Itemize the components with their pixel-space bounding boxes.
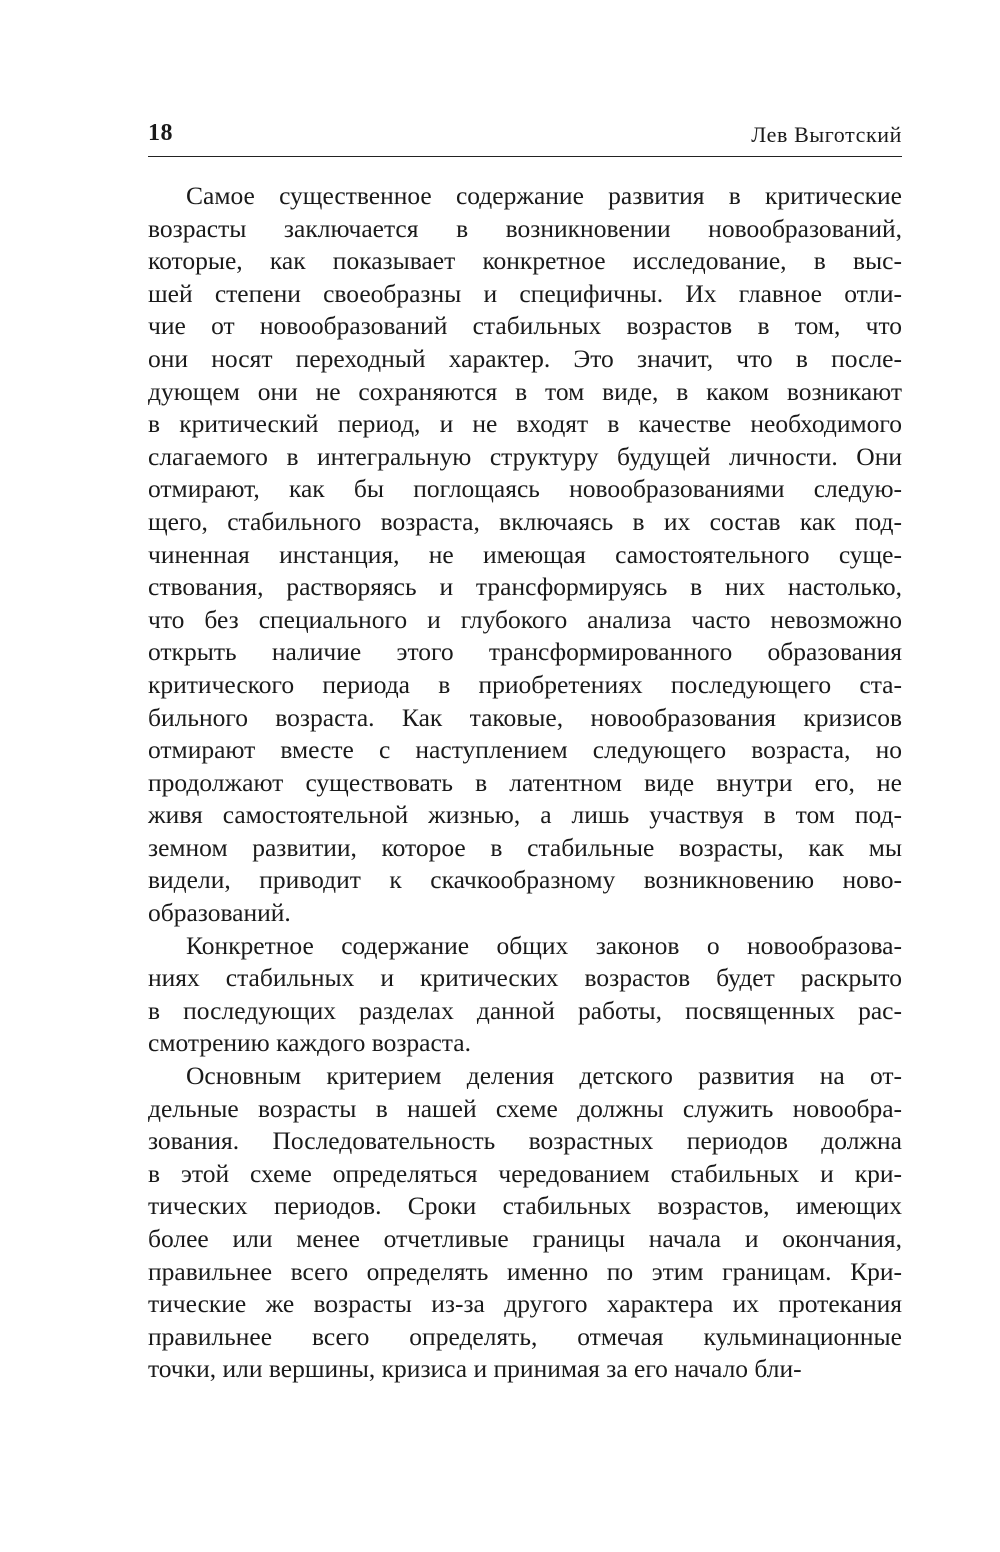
- text-line: точки, или вершины, кризиса и принимая за его начало бли-: [148, 1354, 802, 1384]
- page-number: 18: [148, 120, 173, 146]
- text-line: видели, приводит к скачкообразному возникновению ново-: [148, 865, 902, 895]
- text-line: правильнее всего определять именно по этим границам. Кри-: [148, 1256, 902, 1286]
- text-line: живя самостоятельной жизнью, а лишь участвуя в том под-: [148, 800, 902, 830]
- page-header: [148, 120, 902, 152]
- text-line: дующем они не сохраняются в том виде, в каком возникают: [148, 376, 902, 406]
- text-line: продолжают существовать в латентном виде внутри его, не: [148, 767, 902, 797]
- text-line: чие от новообразований стабильных возрастов в том, что: [148, 311, 902, 341]
- text-line: открыть наличие этого трансформированного образования: [148, 637, 902, 667]
- text-line: дельные возрасты в нашей схеме должны служить новообра-: [148, 1093, 902, 1123]
- text-line: возрасты заключается в возникновении новообразований,: [148, 213, 902, 243]
- text-line: в этой схеме определяться чередованием стабильных и кри-: [148, 1158, 902, 1188]
- text-line: которые, как показывает конкретное исследование, в выс-: [148, 246, 902, 276]
- text-line: в последующих разделах данной работы, посвященных рас-: [148, 995, 902, 1025]
- text-line: критического периода в приобретениях последующего ста-: [148, 669, 902, 699]
- text-line: ниях стабильных и критических возрастов будет раскрыто: [148, 963, 902, 993]
- text-line: что без специального и глубокого анализа часто невозможно: [148, 604, 902, 634]
- text-line: Конкретное содержание общих законов о новообразова-: [186, 930, 902, 960]
- text-line: зования. Последовательность возрастных периодов должна: [148, 1126, 902, 1156]
- text-line: они носят переходный характер. Это значит, что в после-: [148, 343, 902, 373]
- text-line: ствования, растворяясь и трансформируясь в них настолько,: [148, 572, 902, 602]
- paragraph: [148, 930, 902, 1060]
- text-line: щего, стабильного возраста, включаясь в их состав как под-: [148, 506, 902, 536]
- text-line: слагаемого в интегральную структуру будущей личности. Они: [148, 441, 902, 471]
- paragraph: [148, 180, 902, 930]
- text-line: в критический период, и не входят в качестве необходимого: [148, 409, 902, 439]
- text-line: чиненная инстанция, не имеющая самостоятельного суще-: [148, 539, 902, 569]
- text-line: отмирают вместе с наступлением следующего возраста, но: [148, 735, 902, 765]
- text-line: Самое существенное содержание развития в критические: [186, 181, 902, 210]
- text-line: смотрению каждого возраста.: [148, 1028, 471, 1058]
- paragraph: [148, 1060, 902, 1386]
- text-line: более или менее отчетливые границы начала и окончания,: [148, 1224, 902, 1253]
- text-line: бильного возраста. Как таковые, новообразования кризисов: [148, 702, 902, 732]
- running-head-author: Лев Выготский: [751, 122, 902, 147]
- header-rule: [148, 156, 902, 157]
- text-line: Основным критерием деления детского развития на от-: [186, 1061, 902, 1091]
- text-line: шей степени своеобразны и специфичны. Их главное отли-: [148, 278, 902, 308]
- body-text: [148, 180, 902, 1386]
- text-line: земном развитии, которое в стабильные возрасты, как мы: [148, 832, 902, 862]
- text-line: отмирают, как бы поглощаясь новообразованиями следую-: [148, 474, 902, 504]
- text-line: тических периодов. Сроки стабильных возрастов, имеющих: [148, 1191, 902, 1221]
- text-line: образований.: [148, 898, 291, 928]
- text-line: правильнее всего определять, отмечая кульминационные: [148, 1321, 902, 1351]
- text-line: тические же возрасты из-за другого характера их протекания: [148, 1289, 902, 1319]
